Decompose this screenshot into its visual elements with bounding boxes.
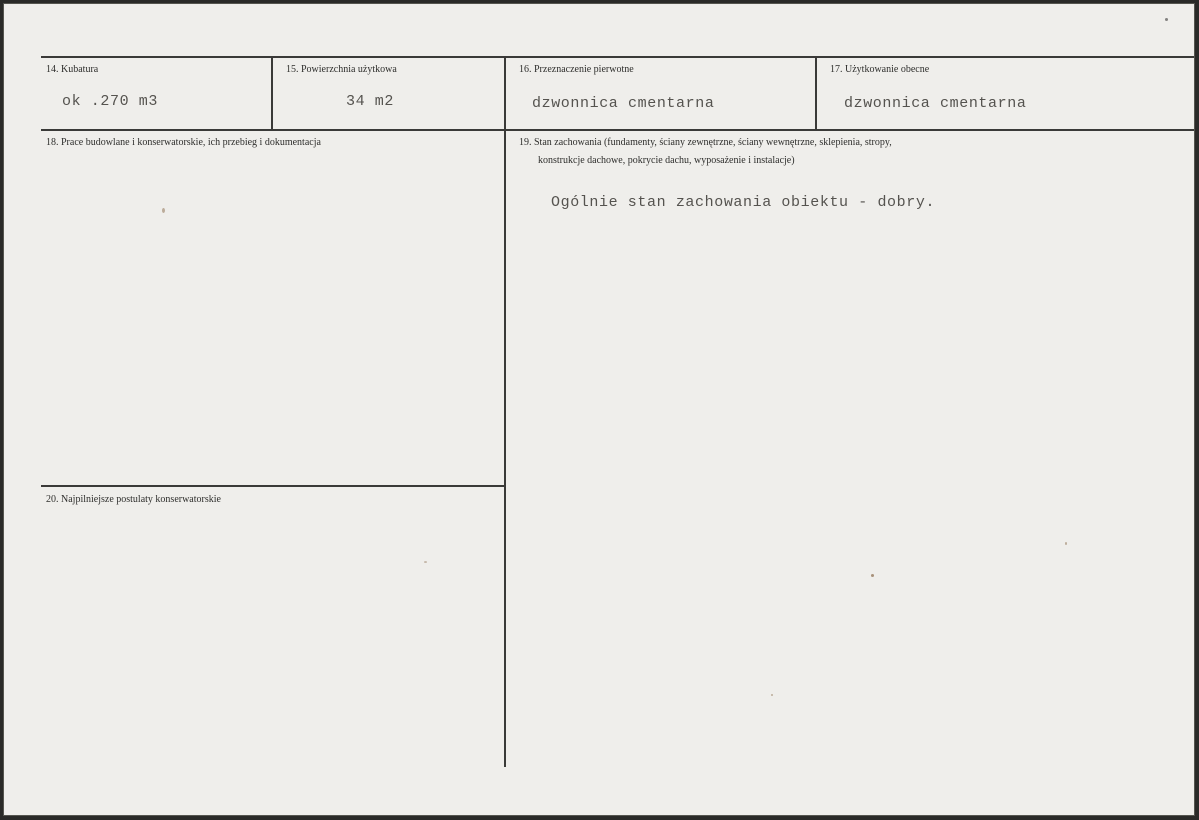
field-19-label-line1: 19. Stan zachowania (fundamenty, ściany zewnętrzne, ściany wewnętrzne, sklepienia, stropy, <box>519 137 892 148</box>
paper-speck <box>424 561 427 563</box>
paper-speck <box>1165 18 1168 21</box>
field-19-value: Ogólnie stan zachowania obiektu - dobry. <box>551 194 936 211</box>
row-divider <box>41 129 1194 131</box>
field-18-label: 18. Prace budowlane i konserwatorskie, ich przebieg i dokumentacja <box>46 137 321 148</box>
field-14-label: 14. Kubatura <box>46 64 99 75</box>
col-divider-16-17 <box>815 58 817 129</box>
paper-speck <box>162 208 165 213</box>
col-divider-14-15 <box>271 58 273 129</box>
field-16-label: 16. Przeznaczenie pierwotne <box>519 64 634 75</box>
field-17-label: 17. Użytkowanie obecne <box>830 64 930 75</box>
field-17-value: dzwonnica cmentarna <box>844 95 1027 112</box>
field-14-value: ok .270 m3 <box>62 93 159 110</box>
top-rule <box>41 56 1194 58</box>
field-15-label: 15. Powierzchnia użytkowa <box>286 64 397 75</box>
field-15-value: 34 m2 <box>346 93 395 110</box>
section-divider-18-20 <box>41 485 504 487</box>
field-20-label: 20. Najpilniejsze postulaty konserwatorskie <box>46 494 221 505</box>
field-16-value: dzwonnica cmentarna <box>532 95 715 112</box>
record-card <box>3 3 1195 816</box>
field-19-label-line2: konstrukcje dachowe, pokrycie dachu, wyposażenie i instalacje) <box>538 155 795 166</box>
paper-speck <box>771 694 773 696</box>
paper-speck <box>871 574 874 577</box>
paper-speck <box>1065 542 1067 545</box>
col-divider-main <box>504 58 506 767</box>
